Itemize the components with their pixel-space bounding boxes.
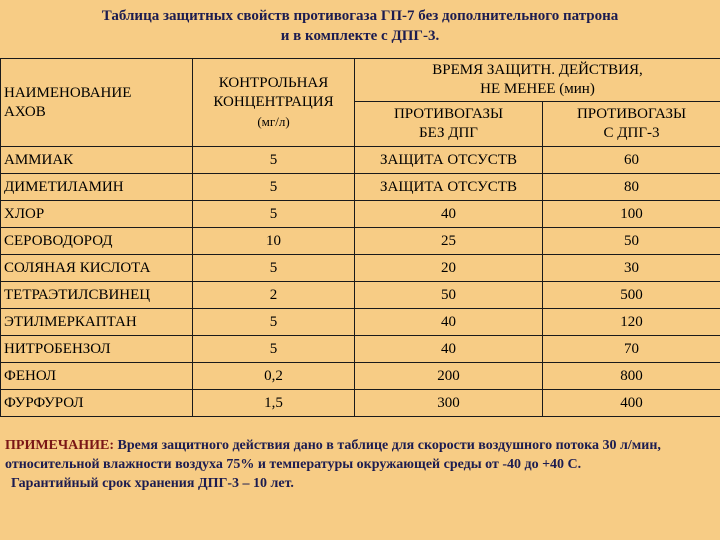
- cell-substance: ХЛОР: [1, 201, 193, 228]
- table-row: [1, 174, 720, 201]
- footnote: [5, 436, 715, 493]
- cell-with-dpg: 400: [543, 390, 720, 417]
- cell-concentration: 10: [193, 228, 355, 255]
- header-with-line-2: С ДПГ-3: [603, 125, 660, 141]
- table-row: [1, 228, 720, 255]
- cell-without-dpg: 300: [355, 390, 543, 417]
- page-title: [0, 6, 720, 46]
- cell-concentration: 5: [193, 201, 355, 228]
- header-time-line-1: ВРЕМЯ ЗАЩИТН. ДЕЙСТВИЯ,: [432, 62, 643, 78]
- cell-substance: ФУРФУРОЛ: [1, 390, 193, 417]
- cell-without-dpg: 50: [355, 282, 543, 309]
- cell-with-dpg: 80: [543, 174, 720, 201]
- cell-substance: СОЛЯНАЯ КИСЛОТА: [1, 255, 193, 282]
- header-without-line-2: БЕЗ ДПГ: [419, 125, 478, 141]
- header-without-dpg: [355, 102, 543, 147]
- table-row: [1, 147, 720, 174]
- cell-with-dpg: 120: [543, 309, 720, 336]
- cell-concentration: 5: [193, 174, 355, 201]
- cell-substance: ДИМЕТИЛАМИН: [1, 174, 193, 201]
- cell-with-dpg: 60: [543, 147, 720, 174]
- warranty-note: Гарантийный срок хранения ДПГ-3 – 10 лет.: [11, 476, 294, 491]
- cell-concentration: 1,5: [193, 390, 355, 417]
- header-protection-time: [355, 59, 720, 102]
- cell-without-dpg: ЗАЩИТА ОТСУСТВ: [355, 174, 543, 201]
- table-row: [1, 390, 720, 417]
- cell-concentration: 0,2: [193, 363, 355, 390]
- cell-substance: ЭТИЛМЕРКАПТАН: [1, 309, 193, 336]
- cell-concentration: 2: [193, 282, 355, 309]
- cell-with-dpg: 70: [543, 336, 720, 363]
- table-row: [1, 363, 720, 390]
- cell-without-dpg: 40: [355, 309, 543, 336]
- header-substance-name: [1, 59, 193, 147]
- cell-substance: НИТРОБЕНЗОЛ: [1, 336, 193, 363]
- table-body: [1, 147, 720, 417]
- cell-without-dpg: 20: [355, 255, 543, 282]
- protection-table: [0, 58, 720, 417]
- header-row: [1, 59, 720, 102]
- table-row: [1, 282, 720, 309]
- header-with-dpg: [543, 102, 720, 147]
- title-line-2: и в комплекте с ДПГ-3.: [280, 28, 440, 44]
- cell-without-dpg: 40: [355, 201, 543, 228]
- note-text: Время защитного действия дано в таблице для скорости воздушного потока 30 л/мин, относительной влажности воздуха 75% и температуры окружающей среды от -40 до +40 С.: [5, 438, 661, 472]
- header-name-line-2: АХОВ: [4, 103, 46, 120]
- cell-with-dpg: 30: [543, 255, 720, 282]
- header-time-line-2: НЕ МЕНЕЕ (мин): [480, 81, 595, 97]
- cell-substance: СЕРОВОДОРОД: [1, 228, 193, 255]
- cell-without-dpg: 25: [355, 228, 543, 255]
- header-concentration: [193, 59, 355, 147]
- cell-with-dpg: 500: [543, 282, 720, 309]
- table-row: [1, 255, 720, 282]
- cell-substance: АММИАК: [1, 147, 193, 174]
- cell-concentration: 5: [193, 147, 355, 174]
- table-row: [1, 201, 720, 228]
- header-without-line-1: ПРОТИВОГАЗЫ: [393, 106, 504, 122]
- cell-without-dpg: 200: [355, 363, 543, 390]
- cell-concentration: 5: [193, 255, 355, 282]
- header-conc-line-1: КОНТРОЛЬНАЯ: [218, 75, 329, 91]
- cell-concentration: 5: [193, 309, 355, 336]
- table-row: [1, 336, 720, 363]
- header-name-line-1: НАИМЕНОВАНИЕ: [4, 84, 132, 101]
- header-conc-unit: (мг/л): [257, 114, 290, 129]
- cell-with-dpg: 100: [543, 201, 720, 228]
- cell-substance: ТЕТРАЭТИЛСВИНЕЦ: [1, 282, 193, 309]
- cell-without-dpg: ЗАЩИТА ОТСУСТВ: [355, 147, 543, 174]
- cell-without-dpg: 40: [355, 336, 543, 363]
- table-row: [1, 309, 720, 336]
- note-label: ПРИМЕЧАНИЕ:: [5, 438, 115, 453]
- title-line-1: Таблица защитных свойств противогаза ГП-7 без дополнительного патрона: [101, 8, 619, 24]
- header-with-line-1: ПРОТИВОГАЗЫ: [576, 106, 687, 122]
- cell-with-dpg: 50: [543, 228, 720, 255]
- note-paragraph: [5, 436, 715, 474]
- cell-concentration: 5: [193, 336, 355, 363]
- cell-with-dpg: 800: [543, 363, 720, 390]
- cell-substance: ФЕНОЛ: [1, 363, 193, 390]
- header-conc-line-2: КОНЦЕНТРАЦИЯ: [213, 94, 334, 110]
